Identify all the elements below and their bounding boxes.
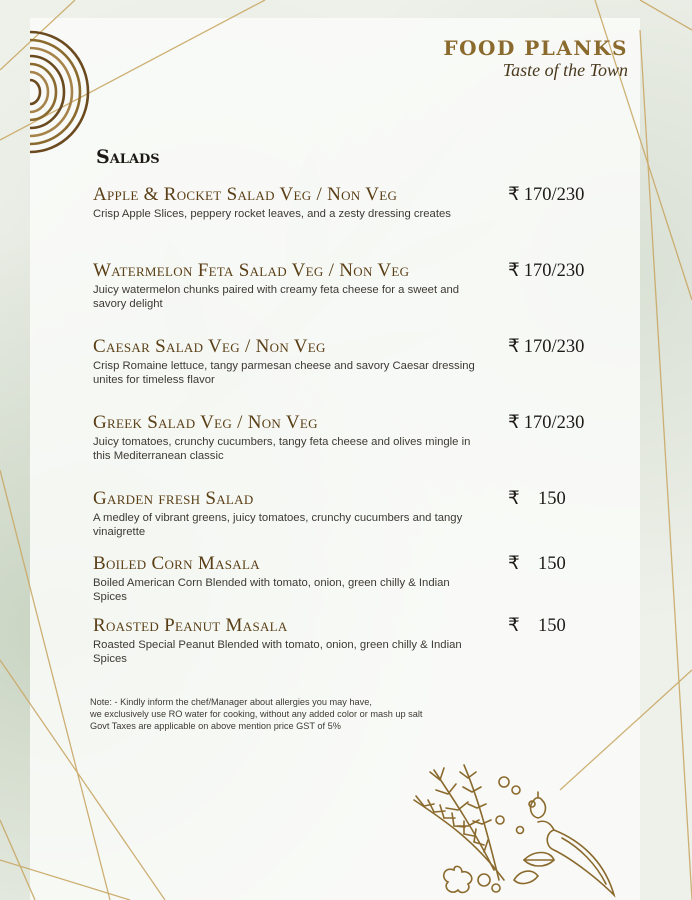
item-name: Roasted Peanut Masala [93, 615, 288, 636]
item-name: Boiled Corn Masala [93, 553, 260, 574]
price-value: 170/230 [523, 337, 585, 357]
item-name: Apple & Rocket Salad Veg / Non Veg [93, 184, 398, 205]
note-line: we exclusively use RO water for cooking, without any added color or mash up salt [90, 709, 423, 719]
menu-item [93, 488, 613, 539]
currency-symbol: ₹ [508, 337, 520, 357]
currency-symbol: ₹ [508, 261, 520, 281]
note-line: Note: - Kindly inform the chef/Manager about allergies you may have, [90, 697, 372, 707]
item-price [508, 336, 584, 358]
price-value: 150 [538, 616, 566, 636]
price-value: 170/230 [523, 413, 585, 433]
note-line: Govt Taxes are applicable on above mention price GST of 5% [90, 721, 341, 731]
brand-tagline: Taste of the Town [502, 60, 628, 80]
price-value: 170/230 [523, 185, 585, 205]
item-name: Caesar Salad Veg / Non Veg [93, 336, 326, 357]
item-name: Greek Salad Veg / Non Veg [93, 412, 318, 433]
item-description: A medley of vibrant greens, juicy tomatoes, crunchy cucumbers and tangy vinaigrette [93, 512, 463, 538]
item-price [508, 260, 584, 282]
currency-symbol: ₹ [508, 489, 520, 509]
price-value: 170/230 [523, 261, 585, 281]
item-price [508, 615, 566, 637]
currency-symbol: ₹ [508, 554, 520, 574]
currency-symbol: ₹ [508, 616, 520, 636]
price-value: 150 [538, 554, 566, 574]
item-name: Garden fresh Salad [93, 488, 254, 509]
menu-item [93, 260, 613, 311]
price-value: 150 [538, 489, 566, 509]
menu-item [93, 553, 613, 604]
brand-block [443, 36, 628, 80]
section-title: Salads [96, 146, 160, 168]
item-description: Crisp Apple Slices, peppery rocket leaves, and a zesty dressing creates [93, 208, 451, 220]
item-price [508, 553, 566, 575]
menu-item [93, 615, 613, 666]
item-price [508, 488, 566, 510]
item-description: Juicy watermelon chunks paired with creamy feta cheese for a sweet and savory delight [93, 284, 460, 310]
wood-rings-logo [24, 28, 96, 158]
item-price [508, 184, 584, 206]
menu-item [93, 412, 613, 463]
item-description: Juicy tomatoes, crunchy cucumbers, tangy feta cheese and olives mingle in this Mediterranean classic [93, 436, 471, 462]
item-name: Watermelon Feta Salad Veg / Non Veg [93, 260, 410, 281]
herbs-spices-illustration [404, 760, 634, 900]
item-price [508, 412, 584, 434]
item-description: Boiled American Corn Blended with tomato, onion, green chilly & Indian Spices [93, 577, 450, 603]
menu-item [93, 184, 613, 221]
currency-symbol: ₹ [508, 413, 520, 433]
menu-item [93, 336, 613, 387]
currency-symbol: ₹ [508, 185, 520, 205]
brand-name: FOOD PLANKS [443, 36, 628, 60]
item-description: Crisp Romaine lettuce, tangy parmesan cheese and savory Caesar dressing unites for timeless flavor [93, 360, 475, 386]
item-description: Roasted Special Peanut Blended with tomato, onion, green chilly & Indian Spices [93, 639, 462, 665]
allergy-note [90, 696, 422, 732]
